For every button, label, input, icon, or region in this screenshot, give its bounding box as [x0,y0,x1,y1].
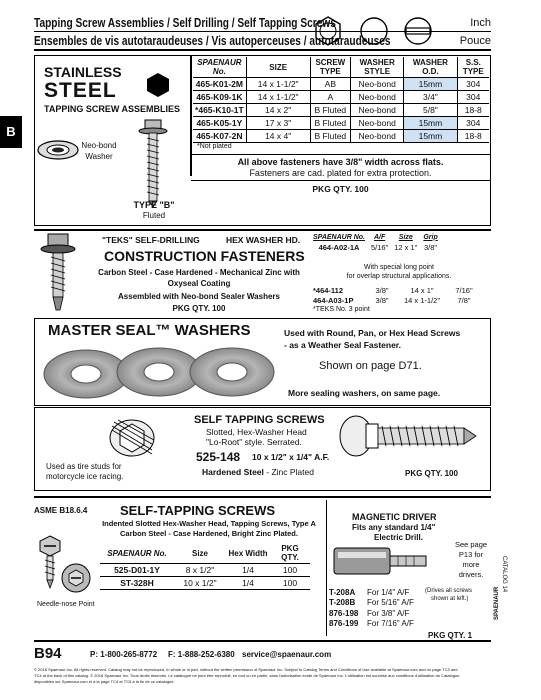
self-tapping-2-desc-1: Indented Slotted Hex-Washer Head, Tapping Screws, Type A [102,519,316,528]
page-number: B94 [34,645,62,662]
teks-table [310,232,441,252]
cell: B Fluted [310,104,350,117]
cell: 465-K09-1K [193,91,246,104]
cell: 17 x 3" [246,117,310,130]
header-divider-bottom [34,49,491,51]
cell: 876-199 [329,619,359,629]
stainless-footer-2: Fasteners are cad. plated for extra protection. [249,168,432,178]
cell: 7/8" [457,295,471,305]
table-row [100,564,310,577]
cell: Neo-bond [351,91,404,104]
stainless-line3: TAPPING SCREW ASSEMBLIES [44,104,181,114]
col-spaenaur: SPAENAUR No. [193,57,246,78]
cell: 14 x 1-1/2" [246,78,310,91]
cell: Neo-bond [351,130,404,143]
table-row [326,608,417,619]
teks-heading: CONSTRUCTION FASTENERS [104,248,305,264]
sealing-washers-icon [42,342,282,402]
cell: 525-D01-1Y [100,564,174,577]
table-row [326,598,417,609]
driver-desc-2: Electric Drill. [374,533,423,542]
cell: Neo-bond [351,78,404,91]
driver-pkg: PKG QTY. 1 [428,631,473,640]
cell: 14 x 1" [410,285,434,295]
st2-col-pkg: PKG QTY. [270,543,310,564]
teks-col-af: A/F [373,233,386,241]
table-row [100,577,310,590]
cell: 464-A02-1A [318,242,360,252]
tire-stud-note-1: Used as tire studs for [46,462,122,471]
serrated-screw-icon [336,412,481,470]
footer-phone: P: 1-800-265-8772 [90,650,158,659]
driver-see-4: drivers. [458,570,484,579]
driver-see-3: more [462,560,480,569]
footer-legal-3: disponibles sur Spaenaur.com et à la page TC4 et TC5 à la fin de ce catalogue. [34,679,175,684]
table-row [193,104,489,117]
self-tapping-2-top-line [34,496,491,498]
table-row [310,285,478,295]
col-washer-style: WASHER STYLE [351,57,404,78]
teks-desc-1: Carbon Steel - Case Hardened - Mechanical Zinc with [98,268,300,277]
cell: 304 [457,91,489,104]
cell: 15mm [404,78,457,91]
cell: 18-8 [457,130,489,143]
not-plated-note: *Not plated [197,143,232,150]
section-tab: B [0,116,22,148]
self-tapping-1-title: SELF TAPPING SCREWS [194,414,325,426]
table-row [310,295,478,305]
footer-email[interactable]: service@spaenaur.com [242,650,332,659]
master-seal-desc-2: - as a Weather Seal Fastener. [284,340,402,350]
cell: Neo-bond [351,117,404,130]
teks-pkg: PKG QTY. 100 [172,304,226,313]
catalog-side-label: CATALOG 14 [501,556,507,593]
slotted-head-icon [405,18,431,44]
cell: 10 x 1/2" [174,577,226,590]
neo-bond-washer-icon [36,139,80,161]
master-seal-more: More sealing washers, on same page. [288,388,441,398]
self-tapping-1-pkg: PKG QTY. 100 [405,469,458,478]
self-tapping-1-size: 10 x 1/2" x 1/4" A.F. [252,452,330,462]
cell: T-208A [329,587,356,597]
page-header-subtitle: Ensembles de vis autotaraudeuses / Vis autoperceuses / autotaraudeuses [34,33,391,48]
cell: 12 x 1" [394,242,418,252]
table-row [193,130,489,143]
table-row [193,117,489,130]
hex-nut-icon [145,72,171,98]
type-b-sublabel: Fluted [142,211,166,220]
cell: 14 x 1-1/2" [403,295,441,305]
self-tapping-1-finish: - Zinc Plated [263,467,314,477]
footer-legal-2: TC4 at the back of this catalog. © 2018 Spaenaur Inc. Tous droits réservés. Le catalogue ne peut être reproduit, en tout ou en partie, sans l'autorisation écrite de Spaenaur Inc. L'utilisation est soumise aux conditions d'utilisation du Catalogue [34,673,460,678]
cell: 465-K05-1Y [193,117,246,130]
teks-desc-3: Assembled with Neo-bond Sealer Washers [118,292,280,301]
teks-special-2: for overlap structural applications. [346,273,452,280]
teks-note: *TEKS No. 3 point [313,306,370,313]
washer-label-1: Neo-bond [81,141,117,150]
cell: 15mm [404,117,457,130]
cell: 100 [270,564,310,577]
teks-special-1: With special long point [363,264,435,271]
stainless-line1: STAINLESS [44,64,122,80]
cell: 465-K01-2M [193,78,246,91]
stainless-table [193,57,489,143]
col-washer-od: WASHER O.D. [404,57,457,78]
asme-standard: ASME B18.6.4 [34,506,88,515]
cell: 14 x 1-1/2" [246,91,310,104]
table-row [326,587,417,598]
driver-drives-2: shown at left.) [431,596,469,602]
cell: 304 [457,117,489,130]
cell: 15mm [404,130,457,143]
teks-top-line [34,229,491,231]
cell: *465-K10-1T [193,104,246,117]
cell: 14 x 2" [246,104,310,117]
cell: 1/4 [226,564,270,577]
teks-title-left: "TEKS" SELF-DRILLING [102,235,200,245]
cell: B Fluted [310,130,350,143]
type-b-label: TYPE "B" [133,200,175,210]
round-head-icon [361,18,387,44]
driver-table [326,587,417,629]
washer-label-2: Washer [85,152,113,161]
cell: 5/8" [404,104,457,117]
magnetic-driver-icon [328,542,432,580]
table-row [193,78,489,91]
teks-screw-icon [38,232,78,314]
driver-desc-1: Fits any standard 1/4" [352,523,436,532]
cell: 3/8" [375,285,389,295]
needle-nose-screws-icon [36,532,96,600]
brand-side-label: SPAENAUR [494,586,500,620]
cell: 465-K07-2N [193,130,246,143]
self-tapping-1-material: Hardened Steel [202,467,264,477]
cell: 464-A03-1P [313,295,354,305]
stainless-line2: STEEL [44,79,117,102]
stainless-footer-line [191,154,490,155]
teks-desc-2: Oxyseal Coating [167,279,231,288]
needle-nose-label: Needle-nose Point [37,601,95,608]
self-tapping-2-title: SELF-TAPPING SCREWS [120,503,276,518]
self-tapping-1-part: 525-148 [196,450,241,464]
table-row [193,91,489,104]
driver-see-1: See page [454,540,488,549]
cell: 5/16" [370,242,389,252]
cell: 3/4" [404,91,457,104]
cell: 7/16" [455,285,473,295]
st2-col-size: Size [174,543,226,564]
driver-drives-1: (Drives all screws [425,588,473,594]
cell: 100 [270,577,310,590]
teks-table-2 [310,285,478,305]
cell: Neo-bond [351,104,404,117]
cell: B Fluted [310,117,350,130]
self-tapping-1-material-line [202,467,314,477]
cell: 1/4 [226,577,270,590]
driver-see-2: P13 for [458,550,484,559]
cell: 3/8" [423,242,438,252]
self-tapping-2-desc-2: Carbon Steel - Case Hardened, Bright Zinc Plated. [120,529,298,538]
header-pouce: Pouce [459,35,491,47]
table-row [326,619,417,630]
footer-legal-1: © 2018 Spaenaur Inc. All rights reserved. Catalog may not be reproduced, in whole or in part, without the written permission of Spaenaur Inc. Subject to Catalog Terms and Conditions of Use available at Spaenaur.com and on page TC3 and [34,667,458,672]
table-row [310,242,441,252]
cell: 304 [457,78,489,91]
cell: 3/8" [375,295,389,305]
st2-col-spaenaur: SPAENAUR No. [100,543,174,564]
st2-col-hex: Hex Width [226,543,270,564]
teks-col-spaenaur: SPAENAUR No. [313,233,365,241]
tire-stud-note-2: motorcycle ice racing. [46,472,124,481]
stainless-footer-1: All above fasteners have 3/8" width across flats. [237,157,444,167]
self-tapping-2-table [100,543,310,590]
cell: T-208B [329,598,356,608]
cell: ST-328H [100,577,174,590]
teks-title-right: HEX WASHER HD. [226,235,301,245]
page-header-title: Tapping Screw Assemblies / Self Drilling / Self Tapping Screws [34,15,336,30]
cell: A [310,91,350,104]
cell: For 7/16" A/F [367,619,414,629]
hex-washer-screw-icon [104,416,164,460]
master-seal-title: MASTER SEAL™ WASHERS [48,322,251,339]
stainless-footer-line-2 [191,180,490,181]
head-style-icons [312,15,432,47]
cell: 18-8 [457,104,489,117]
col-screw-type: SCREW TYPE [310,57,350,78]
driver-title: MAGNETIC DRIVER [352,512,437,522]
type-b-screw-icon [123,118,183,208]
stainless-pkg: PKG QTY. 100 [312,184,369,194]
cell: For 3/8" A/F [367,608,410,618]
cell: 14 x 4" [246,130,310,143]
master-seal-shown: Shown on page D71. [319,360,422,372]
master-seal-desc-1: Used with Round, Pan, or Hex Head Screws [284,328,461,338]
cell: For 5/16" A/F [367,598,414,608]
footer-fax: F: 1-888-252-6380 [168,650,235,659]
footer-line [34,640,491,642]
teks-col-size: Size [398,233,413,241]
col-ss-type: S.S. TYPE [457,57,489,78]
col-size: SIZE [246,57,310,78]
header-inch: Inch [470,17,491,29]
cell: 876-198 [329,608,359,618]
cell: For 1/4" A/F [367,587,410,597]
self-tapping-1-line-2: "Lo-Root" style. Serrated. [206,437,302,447]
teks-col-grip: Grip [423,233,438,241]
self-tapping-1-line-1: Slotted, Hex-Washer Head [206,427,307,437]
cell: *464-112 [313,285,344,295]
cell: 8 x 1/2" [174,564,226,577]
cell: AB [310,78,350,91]
